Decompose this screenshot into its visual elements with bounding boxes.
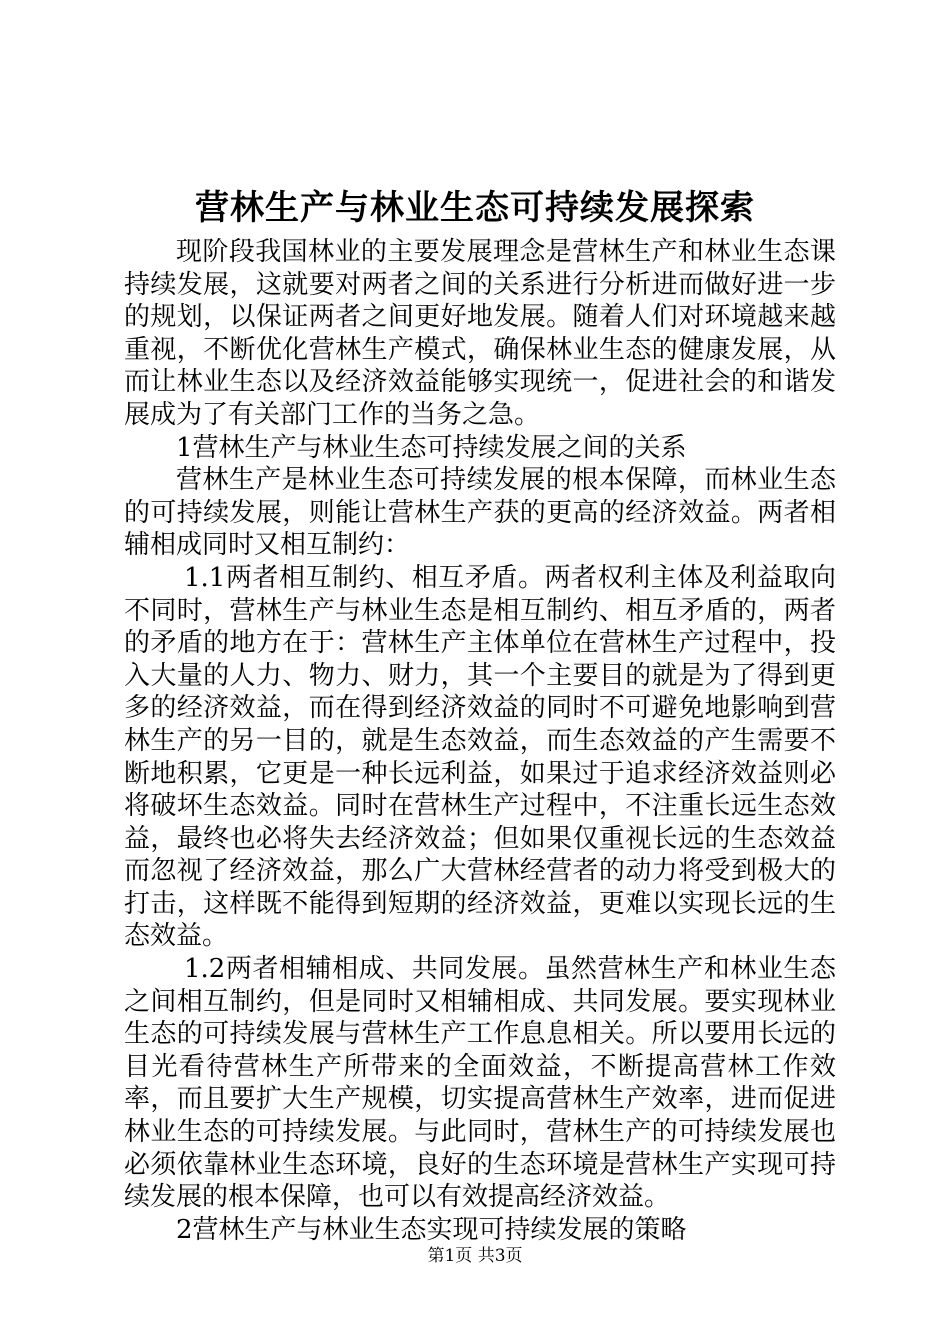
subsection-1-2-paragraph: 1.2两者相辅相成、共同发展。虽然营林生产和林业生态之间相互制约，但是同时又相辅相成、共同发展。要实现林业生态的可持续发展与营林生产工作息息相关。所以要用长远的目光看待营林生产所带来的全面效益，不断提高营林工作效率，而且要扩大生产规模，切实提高营林生产效率，进而促进林业生态的可持续发展。与此同时，营林生产的可持续发展也必须依靠林业生态环境，良好的生态环境是营林生产实现可持续发展的根本保障，也可以有效提高经济效益。 [124, 954, 836, 1213]
section-heading-2: 2营林生产与林业生态实现可持续发展的策略 [176, 1214, 687, 1245]
section-heading-1: 1营林生产与林业生态可持续发展之间的关系 [176, 432, 687, 463]
intro-paragraph: 现阶段我国林业的主要发展理念是营林生产和林业生态课持续发展，这就要对两者之间的关系进行分析进而做好进一步的规划，以保证两者之间更好地发展。随着人们对环境越来越重视，不断优化营林生产模式，确保林业生态的健康发展，从而让林业生态以及经济效益能够实现统一，促进社会的和谐发展成为了有关部门工作的当务之急。 [124, 237, 836, 430]
subsection-1-1-paragraph: 1.1两者相互制约、相互矛盾。两者权利主体及利益取向不同时，营林生产与林业生态是相互制约、相互矛盾的，两者的矛盾的地方在于：营林生产主体单位在营林生产过程中，投入大量的人力、物力、财力，其一个主要目的就是为了得到更多的经济效益，而在得到经济效益的同时不可避免地影响到营林生产的另一目的，就是生态效益，而生态效益的产生需要不断地积累，它更是一种长远利益，如果过于追求经济效益则必将破坏生态效益。同时在营林生产过程中，不注重长远生态效益，最终也必将失去经济效益；但如果仅重视长远的生态效益而忽视了经济效益，那么广大营林经营者的动力将受到极大的打击，这样既不能得到短期的经济效益，更难以实现长远的生态效益。 [124, 562, 836, 952]
document-title: 营林生产与林业生态可持续发展探索 [195, 188, 755, 228]
document-body [124, 236, 836, 1246]
section-1-paragraph: 营林生产是林业生态可持续发展的根本保障，而林业生态的可持续发展，则能让营林生产获的更高的经济效益。两者相辅相成同时又相互制约： [124, 465, 836, 561]
page-number-footer: 第1页 共3页 [427, 1246, 523, 1266]
